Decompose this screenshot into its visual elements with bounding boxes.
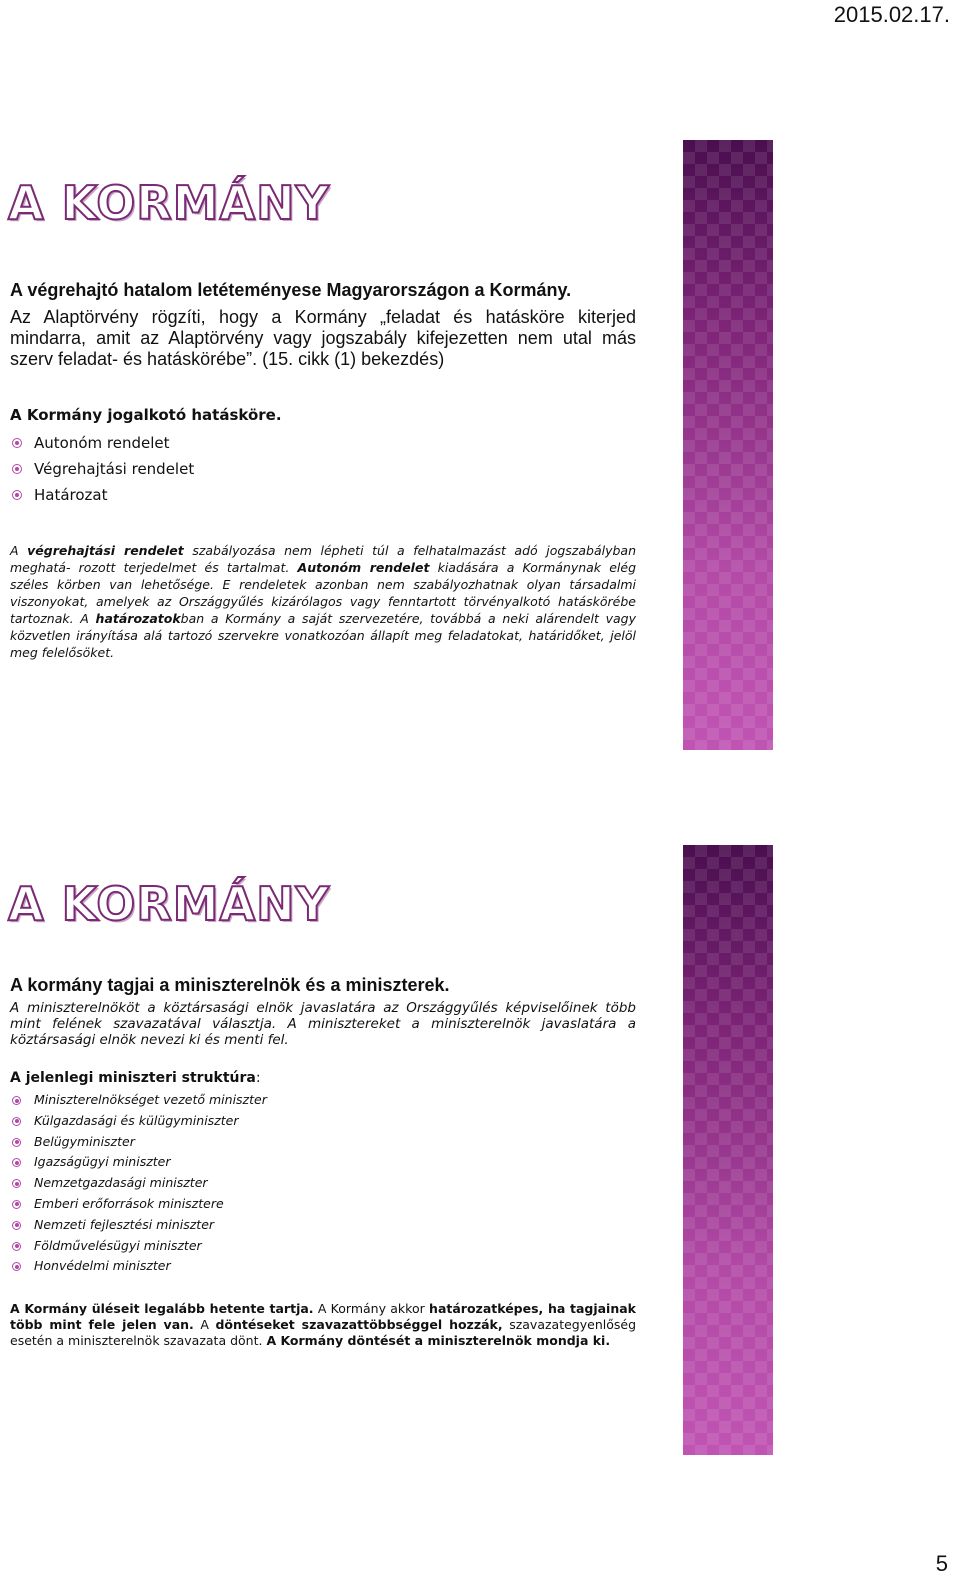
page-number: 5 [935, 1551, 948, 1576]
text-run: szavazategyenlőség esetén a miniszterelnök szavazata dönt. [10, 1317, 637, 1349]
text-run: A [10, 543, 28, 558]
list-item-label: Autonóm rendelet [34, 434, 170, 452]
bold-run: határozatok [95, 611, 181, 626]
list-item [10, 1236, 636, 1257]
bullet-list [10, 430, 636, 508]
text-run: ban a Kormány a saját szervezetére, továbbá a neki alárendelt vagy közvetlen irányítása alá tartozó szervekre vonatkozóan állapít meg feladatokat, határidőket, jelöl meg felelősöket. [10, 611, 636, 660]
list-item [10, 1173, 636, 1194]
list-item-label: Igazságügyi miniszter [34, 1154, 171, 1170]
bold-run: határozatképes, ha tagjainak több mint fele jelen van. [10, 1301, 636, 1333]
minister-list [10, 1090, 636, 1277]
list-item [10, 1152, 636, 1173]
list-item [10, 1111, 636, 1132]
bullet-icon [12, 1096, 21, 1105]
subheading [10, 1070, 636, 1086]
bold-run: döntéseket szavazattöbbséggel hozzák, [215, 1317, 503, 1333]
bullet-icon [12, 1242, 21, 1251]
page-date: 2015.02.17. [833, 2, 950, 27]
list-item-label: Nemzeti fejlesztési miniszter [34, 1216, 215, 1232]
list-item-label: Belügyminiszter [34, 1133, 135, 1149]
decorative-bar [683, 845, 773, 1455]
lead-sentence: A végrehajtó hatalom letéteményese Magyarországon a Kormány. [10, 280, 572, 300]
bullet-icon [12, 464, 22, 474]
bold-run: Autonóm rendelet [297, 560, 430, 575]
bold-run: A Kormány üléseit legalább hetente tartja. [10, 1301, 314, 1317]
list-item [10, 1090, 636, 1111]
list-item-label: Földművelésügyi miniszter [34, 1237, 202, 1253]
text-run: kiadására a Kormánynak elég széles körben van lehetősége. E rendeletek azonban nem szabályozhatnak olyan társadalmi viszonyokat, amelyek az Országgyűlés kizárólagos vagy fenntartott törvényalkotó hatáskörébe tartoznak. A [10, 560, 636, 626]
bullet-icon [12, 438, 22, 448]
body-paragraph [10, 542, 636, 661]
bullet-icon [12, 1158, 21, 1167]
intro-paragraph: Az Alaptörvény rögzíti, hogy a Kormány „feladat és hatásköre kiterjed mindarra, amit az Alaptörvény vagy jogszabály kifejezetten nem utal más szerv feladat- és hatáskörébe”. (15. cikk (1) bekezdés) [10, 307, 636, 369]
list-item [10, 482, 636, 508]
slide-content [10, 280, 636, 661]
slide-1 [0, 140, 960, 750]
list-item [10, 430, 636, 456]
bold-run: A Kormány döntését a miniszterelnök mondja ki. [266, 1333, 611, 1349]
slide-content [10, 975, 636, 1349]
bold-run: végrehajtási rendelet [27, 543, 184, 558]
closing-paragraph [10, 1301, 636, 1349]
subheading: A Kormány jogalkotó hatásköre. [10, 406, 282, 424]
bullet-icon [12, 1221, 21, 1230]
list-item-label: Nemzetgazdasági miniszter [34, 1175, 208, 1191]
intro-paragraph: A miniszterelnököt a köztársasági elnök javaslatára az Országgyűlés képviselőinek több mint felének szavazatával választja. A minisztereket a miniszterelnök javaslatára a köztársasági elnök nevezi ki és menti fel. [10, 1000, 636, 1048]
text-run: szabályozása nem lépheti túl a felhatalmazást adó jogszabályban meghatá- rozott terjedelmet és tartalmat. [10, 543, 636, 575]
bullet-icon [12, 490, 22, 500]
list-item-label: Végrehajtási rendelet [34, 460, 195, 478]
list-item [10, 456, 636, 482]
list-item [10, 1132, 636, 1153]
slide-title: A KORMÁNY [8, 176, 330, 230]
list-item-label: Miniszterelnökséget vezető miniszter [34, 1092, 267, 1107]
slide-title: A KORMÁNY [8, 877, 330, 931]
lead-sentence: A kormány tagjai a miniszterelnök és a miniszterek. [10, 975, 450, 995]
list-item [10, 1194, 636, 1215]
text-run: A Kormány akkor [313, 1301, 430, 1317]
text-run: : [255, 1070, 261, 1086]
bullet-icon [12, 1179, 21, 1188]
bullet-icon [12, 1200, 21, 1209]
list-item [10, 1215, 636, 1236]
text-run: A [193, 1317, 216, 1333]
list-item [10, 1256, 636, 1277]
list-item-label: Emberi erőforrások minisztere [34, 1195, 224, 1211]
bullet-icon [12, 1262, 21, 1271]
decorative-bar [683, 140, 773, 750]
bold-run: A jelenlegi miniszteri struktúra [10, 1070, 256, 1086]
list-item-label: Határozat [34, 486, 108, 504]
list-item-label: Külgazdasági és külügyminiszter [34, 1112, 239, 1128]
slide-2 [0, 845, 960, 1455]
list-item-label: Honvédelmi miniszter [34, 1258, 171, 1274]
bullet-icon [12, 1117, 21, 1126]
bullet-icon [12, 1138, 21, 1147]
